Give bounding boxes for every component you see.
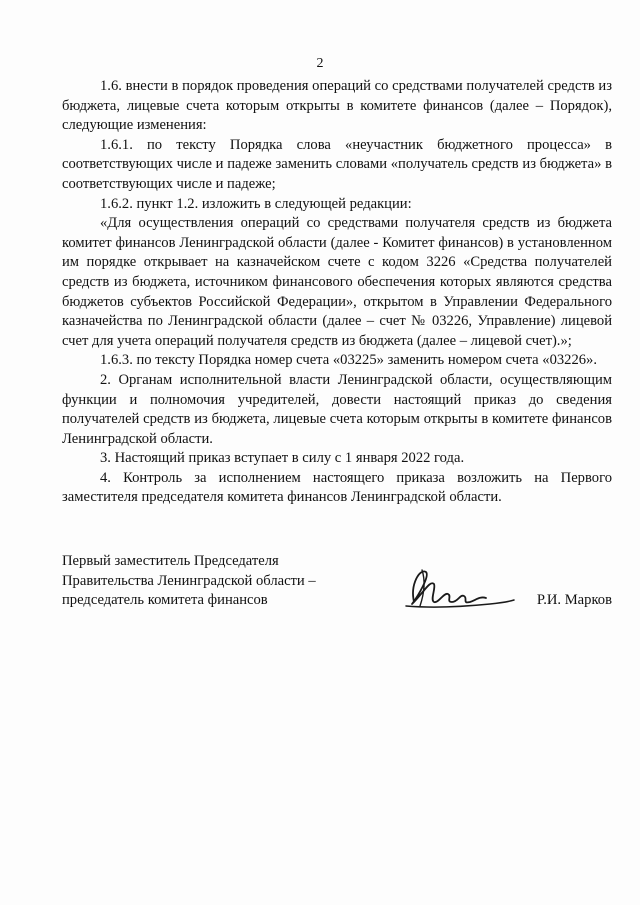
paragraph-2: 2. Органам исполнительной власти Ленинградской области, осуществляющим функции и полномочия учредителей, довести настоящий приказ до сведения получателей средств из бюджета, лицевые счета которым открыты в комитете финансов Ленинградской области. (62, 371, 612, 447)
paragraph-1-6: 1.6. внести в порядок проведения операций со средствами получателей средств из бюджета, лицевые счета которым открыты в комитете финансов (далее – Порядок), следующие изменения: (62, 78, 612, 134)
paragraph-1-6-2: 1.6.2. пункт 1.2. изложить в следующей редакции: (100, 195, 412, 212)
handwritten-signature (400, 562, 520, 610)
signer-title-line-2: Правительства Ленинградской области – (62, 572, 316, 589)
paragraph-1-6-2-quote: «Для осуществления операций со средствами получателя средств из бюджета комитет финансов Ленинградской области (далее - Комитет финансов) в установленном им порядке открывает на казначейском счете с кодом 3226 «Средства получателей средств из бюджета, источником финансового обеспечения которых являются средства бюджетов субъектов Российской Федерации», открытом в Управлении Федерального казначейства по Ленинградской области (далее – счет № 03226, Управление) лицевой счет для учета операций получателя средств из бюджета (далее – лицевой счет).»; (62, 215, 612, 349)
signature-block (62, 552, 612, 622)
signer-title-line-1: Первый заместитель Председателя (62, 553, 279, 569)
paragraph-1-6-1: 1.6.1. по тексту Порядка слова «неучастник бюджетного процесса» в соответствующих числе и падеже заменить словами «получатель средств из бюджета» в соответствующих числе и падеже; (62, 136, 612, 192)
page-number: 2 (316, 56, 324, 71)
signer-title-line-3: председатель комитета финансов (62, 592, 268, 609)
paragraph-1-6-3: 1.6.3. по тексту Порядка номер счета «03225» заменить номером счета «03226». (100, 352, 597, 369)
paragraph-3: 3. Настоящий приказ вступает в силу с 1 января 2022 года. (100, 450, 465, 467)
paragraph-4: 4. Контроль за исполнением настоящего приказа возложить на Первого заместителя председателя комитета финансов Ленинградской области. (62, 469, 612, 506)
document-body (62, 77, 612, 508)
signer-name: Р.И. Марков (536, 592, 612, 608)
